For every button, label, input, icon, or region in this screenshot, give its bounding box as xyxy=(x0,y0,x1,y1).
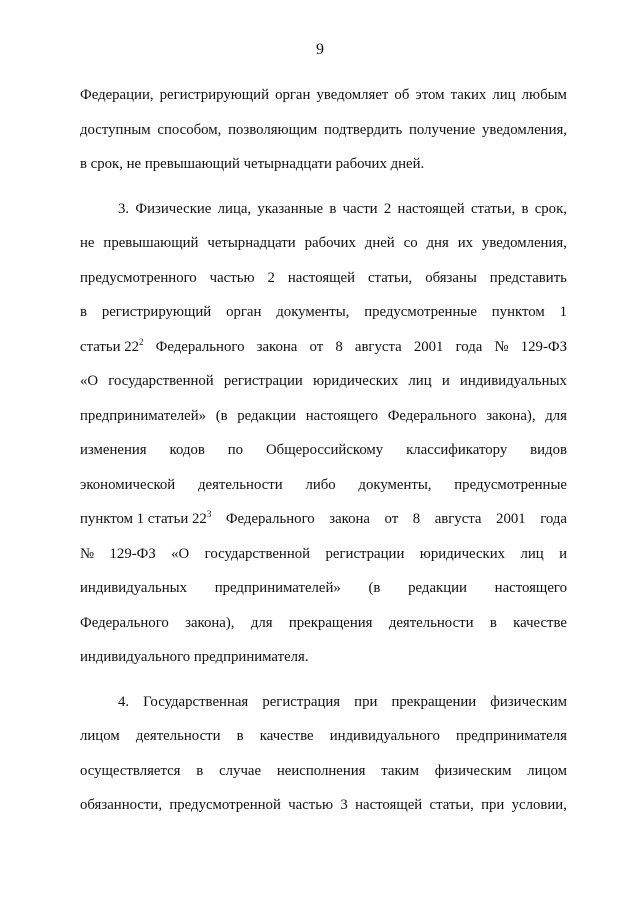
word: Федерального xyxy=(80,614,169,631)
word: регистрирующий xyxy=(101,304,212,320)
word: дней xyxy=(364,235,395,251)
word: видов xyxy=(530,442,567,458)
word: настоящей xyxy=(397,200,465,217)
word: лиц xyxy=(520,545,544,562)
word: частью xyxy=(288,797,334,813)
word: предпринимателей» xyxy=(80,407,207,424)
word: в xyxy=(236,728,244,744)
word: орган xyxy=(275,87,311,103)
text-line xyxy=(80,537,567,572)
word: № xyxy=(494,338,509,355)
word: регистрации xyxy=(223,373,303,389)
word: деятельности xyxy=(197,476,283,493)
word: пунктом xyxy=(491,304,545,320)
article-ref: статьи $22^2$ xyxy=(80,336,144,355)
word: государственной xyxy=(108,373,214,389)
word: либо xyxy=(305,476,336,493)
word: лицом xyxy=(527,762,567,779)
word: регистрация xyxy=(262,693,341,710)
word: превышающий xyxy=(103,235,199,251)
word: представить xyxy=(489,269,567,286)
paragraph-4 xyxy=(80,685,567,823)
word: физическим xyxy=(434,762,512,779)
word: прекращении xyxy=(391,693,477,710)
word: этом xyxy=(415,87,445,103)
word: документы, xyxy=(276,304,350,320)
word: Федерального xyxy=(387,407,477,424)
word: качестве xyxy=(259,728,314,744)
superscript: 2 xyxy=(139,336,144,347)
word: уведомления, xyxy=(481,235,567,251)
paragraph-continuation xyxy=(80,78,567,182)
word: регистрирующий xyxy=(159,87,270,103)
word: в xyxy=(329,200,337,217)
word: настоящего xyxy=(305,407,379,424)
word: предусмотренной xyxy=(169,797,281,813)
word: (в xyxy=(368,580,381,596)
word: таким xyxy=(381,762,419,779)
word: 4. xyxy=(118,693,130,710)
word: 8 xyxy=(335,338,343,355)
page-number: 9 xyxy=(316,41,324,58)
text-line: в срок, не превышающий четырнадцати рабочих дней. xyxy=(80,156,425,172)
word: редакции xyxy=(237,407,297,424)
word: доступным xyxy=(80,121,151,138)
word: предпринимателей» xyxy=(214,580,341,596)
word: «О xyxy=(171,545,190,562)
text-line xyxy=(80,719,567,754)
text-line xyxy=(80,364,567,399)
text-line xyxy=(80,78,567,113)
word: уведомления, xyxy=(482,121,567,138)
word: физическим xyxy=(490,693,567,710)
word: Физические xyxy=(135,200,212,217)
word: Федерального xyxy=(155,338,245,355)
word: предусмотренные xyxy=(454,476,567,493)
word: настоящей xyxy=(287,269,356,286)
word: орган xyxy=(226,304,262,320)
word: неисполнения xyxy=(276,762,366,779)
word: случае xyxy=(219,762,262,779)
word: государственной xyxy=(204,545,311,562)
word: со xyxy=(403,235,418,251)
word: для xyxy=(250,614,273,631)
word: для xyxy=(545,407,567,424)
word: и xyxy=(441,373,450,389)
word: индивидуального xyxy=(329,728,440,744)
word: обязаны xyxy=(425,269,477,286)
word: в xyxy=(521,200,529,217)
word: закона xyxy=(329,511,370,527)
word: статьи, xyxy=(367,269,413,286)
word: рабочих xyxy=(304,235,356,251)
word: частью xyxy=(209,269,255,286)
word: регистрации xyxy=(325,545,405,562)
word: августа xyxy=(354,338,402,355)
word: и xyxy=(559,545,567,562)
word: кодов xyxy=(169,442,205,458)
word: лиц xyxy=(408,373,432,389)
superscript: 3 xyxy=(206,509,212,519)
word: таких xyxy=(450,87,487,103)
text-line xyxy=(80,468,567,503)
word: закона), xyxy=(486,407,536,424)
text-line xyxy=(80,192,567,227)
word: условии, xyxy=(511,797,567,813)
word: при xyxy=(481,797,505,813)
word: в xyxy=(196,762,204,779)
text-line xyxy=(80,606,567,641)
word: Федерации, xyxy=(80,87,154,103)
word: 129-ФЗ xyxy=(520,338,567,355)
word: 2001 xyxy=(413,338,444,355)
word: индивидуальных xyxy=(459,373,567,389)
word: статьи, xyxy=(470,200,516,217)
word: 3 xyxy=(340,797,348,813)
text-line xyxy=(80,113,567,148)
text-line xyxy=(80,433,567,468)
word: их xyxy=(457,235,474,251)
word: предпринимателя xyxy=(455,728,567,744)
word: документы, xyxy=(358,476,432,493)
word: Государственная xyxy=(143,693,249,710)
word: от xyxy=(309,338,324,355)
word: 129-ФЗ xyxy=(109,545,156,562)
word: классификатору xyxy=(406,442,508,458)
word: по xyxy=(227,442,244,458)
word: юридических xyxy=(312,373,399,389)
word: осуществляется xyxy=(80,762,181,779)
word: 2001 xyxy=(496,511,526,527)
word: качестве xyxy=(513,614,567,631)
word: экономической xyxy=(80,476,176,493)
word: настоящего xyxy=(494,580,567,596)
word: от xyxy=(384,511,399,527)
word: Общероссийскому xyxy=(266,442,384,458)
word: индивидуальных xyxy=(80,580,188,596)
word: августа xyxy=(434,511,482,527)
word: года xyxy=(455,338,483,355)
word: деятельности xyxy=(135,728,221,744)
word: в xyxy=(489,614,497,631)
word: изменения xyxy=(80,442,147,458)
word: указанные xyxy=(257,200,324,217)
text-line: индивидуального предпринимателя. xyxy=(80,649,309,665)
word: прекращения xyxy=(288,614,373,631)
word: № xyxy=(80,545,95,562)
word: 2 xyxy=(383,200,392,217)
text-line-with-superscript xyxy=(80,330,567,365)
word: при xyxy=(354,693,378,710)
word: редакции xyxy=(408,580,467,596)
word: позволяющим xyxy=(228,121,318,138)
word: не xyxy=(80,235,95,251)
word: юридических xyxy=(419,545,506,562)
word: лиц xyxy=(492,87,516,103)
word: получение xyxy=(408,121,476,138)
word: деятельности xyxy=(388,614,474,631)
word: срок, xyxy=(534,200,567,217)
text-line xyxy=(80,226,567,261)
word: предусмотренные xyxy=(364,304,477,320)
text-line xyxy=(80,261,567,296)
word: обязанности, xyxy=(80,797,163,813)
word: лицом xyxy=(80,728,120,744)
word: способом, xyxy=(157,121,222,138)
word: любым xyxy=(521,87,567,103)
word: (в xyxy=(215,407,228,424)
word: 3. xyxy=(118,200,130,217)
word: настоящей xyxy=(355,797,423,813)
word: Федерального xyxy=(225,511,315,527)
word: статьи, xyxy=(429,797,474,813)
word: закона xyxy=(256,338,298,355)
word: 1 xyxy=(559,304,567,320)
word: части xyxy=(342,200,378,217)
text-line xyxy=(80,685,567,720)
word: уведомляет xyxy=(316,87,389,103)
document-body xyxy=(80,78,567,823)
word: 2 xyxy=(267,269,275,286)
word: об xyxy=(394,87,410,103)
text-line xyxy=(80,788,567,823)
word: дня xyxy=(426,235,449,251)
word: года xyxy=(540,511,567,527)
paragraph-3 xyxy=(80,192,567,675)
word: 8 xyxy=(412,511,421,527)
text-line xyxy=(80,571,567,606)
word: лица, xyxy=(217,200,252,217)
word: закона), xyxy=(185,614,235,631)
word: подтвердить xyxy=(324,121,403,138)
text-line-with-superscript xyxy=(80,502,567,537)
article-ref: пунктом 1 статьи $22^3$ xyxy=(80,509,212,527)
word: в xyxy=(80,304,87,320)
text-line xyxy=(80,399,567,434)
word: предусмотренного xyxy=(80,269,197,286)
text-line xyxy=(80,295,567,330)
text-line xyxy=(80,754,567,789)
word: «О xyxy=(80,373,99,389)
word: четырнадцати xyxy=(207,235,296,251)
